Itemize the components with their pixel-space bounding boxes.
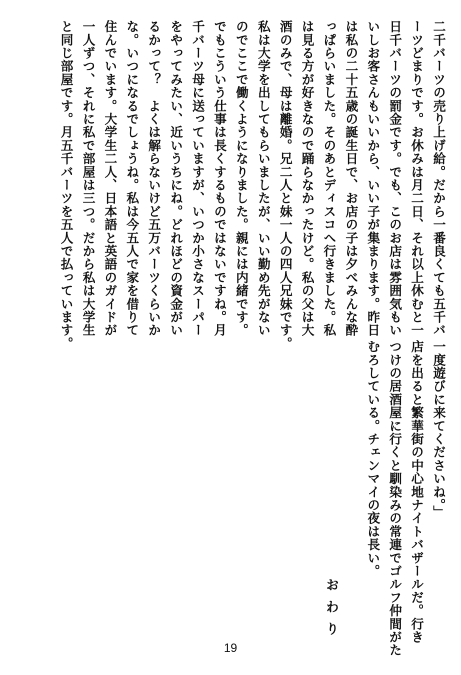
text-line: のでここで働くようになりました。親には内緒です。 [233, 20, 249, 337]
text-line: 二千バーツの売り上げ給。だから一番良くても五千バ [431, 20, 446, 337]
ending-mark: おわり [323, 578, 338, 644]
text-line: は見る方が好きなので踊らなかったけど。私の父は大 [299, 20, 315, 337]
text-line: むろしている。チェンマイの夜は長い。 [365, 340, 381, 578]
text-line: をやってみたい、近いうちにね。どれほどの資金がい [168, 20, 184, 337]
page-number: 19 [223, 641, 238, 655]
text-line: っぱらいました。そのあとディスコへ行きました。私 [321, 20, 337, 337]
text-line: 千バーツ母に送っていますが、いつか小さなスーパー [190, 20, 206, 337]
text-line: な。いつになるでしょうね。私は今五人で家を借りて [124, 20, 140, 337]
text-line: るかって？ よくは解らないけど五万バーツくらいか [146, 20, 162, 337]
text-line: 一度遊びに来てくださいね。」 [431, 340, 446, 519]
text-line: 私は大学を出してもらいましたが、いい勤め先がない [255, 20, 271, 337]
text-line: いしお客さんもいいから、いい子が集まります。昨日 [365, 20, 381, 337]
upper-text-block [55, 20, 449, 350]
text-line: と同じ部屋です。月五千バーツを五人で払っています。 [58, 20, 74, 350]
text-line: でもこういう仕事は長くするものではないですね。月 [211, 20, 227, 337]
text-line: ーツどまりです。お休みは月二日、それ以上休むと一 [409, 20, 425, 337]
text-line: 住んでいます。大学生二人、日本語と英語のガイドが [102, 20, 118, 337]
text-line: 店を出ると繁華街の中心地ナイトバザールだ。行き [409, 340, 425, 644]
text-line: つけの居酒屋に行くと馴染みの常連でゴルフ仲間がた [387, 340, 403, 657]
text-line: 日千バーツの罰金です。でも、このお店は雰囲気もい [387, 20, 403, 337]
text-line: 酒のみで、母は離婚。兄二人と妹一人の四人兄妹です。 [277, 20, 293, 350]
lower-text-block [361, 340, 449, 657]
text-line: 一人ずつ、それに私で部屋は三つ。だから私は大学生 [80, 20, 96, 337]
text-line: は私の二十五歳の誕生日で、お店の子は夕べみんな酔 [343, 20, 359, 337]
